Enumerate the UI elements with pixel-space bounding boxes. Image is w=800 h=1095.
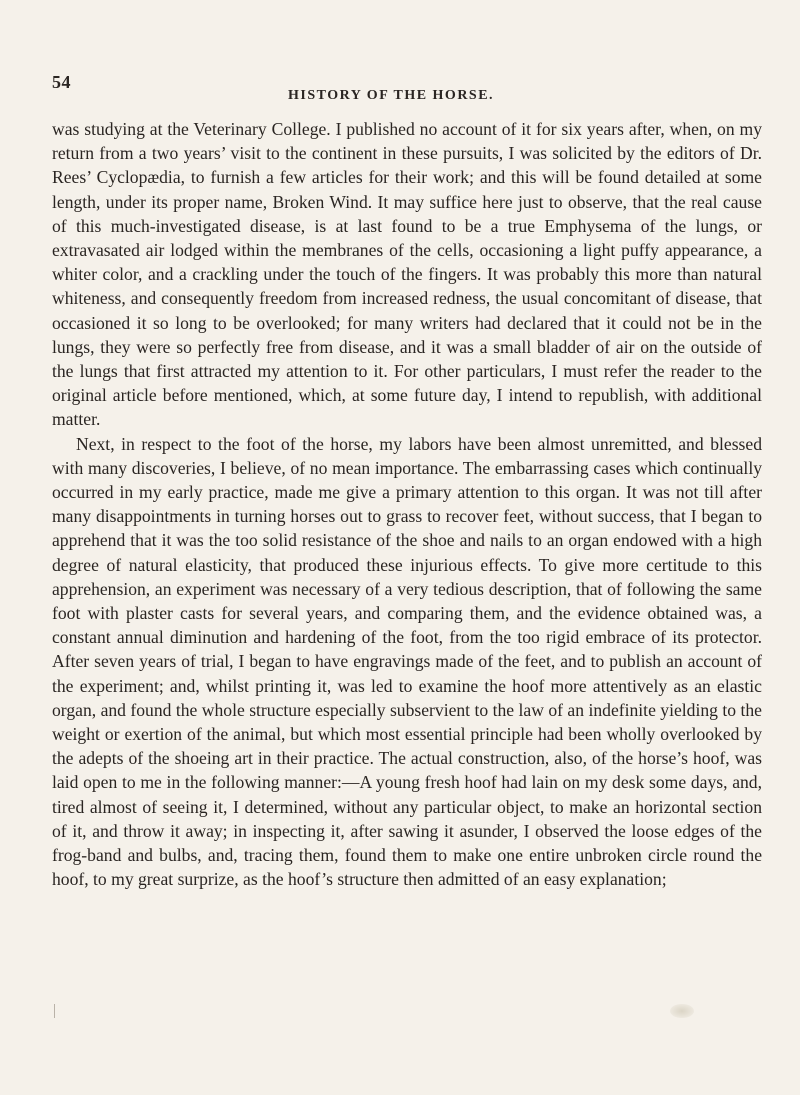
page-number: 54 — [52, 72, 71, 92]
page-stain — [670, 1004, 694, 1018]
paragraph-2: Next, in respect to the foot of the horse, my labors have been almost unremitted, and blessed with many discoveries, I believe, of no mean importance. The embarrassing cases which continually occurred in my early practice, made me give a primary attention to this organ. It was not till after many disappointments in turning horses out to grass to recover feet, without success, that I began to apprehend that it was the too solid resistance of the shoe and nails to an organ endowed with a high degree of natural elasticity, that produced these injurious effects. To give more certitude to this apprehension, an experiment was necessary of a very tedious description, that of following the same foot with plaster casts for several years, and comparing them, and the evidence obtained was, a constant annual diminution and hardening of the foot, from the too rigid embrace of its protector. After seven years of trial, I began to have engravings made of the feet, and to publish an account of the experiment; and, whilst printing it, was led to examine the hoof more attentively as an elastic organ, and found the whole structure especially subservient to the law of an indefinite yielding to the weight or exertion of the animal, but which most essential principle had been wholly overlooked by the adepts of the shoeing art in their practice. The actual construction, also, of the horse’s hoof, was laid open to me in the following manner:—A young fresh hoof had lain on my desk some days, and, tired almost of seeing it, I determined, without any particular object, to make an horizontal section of it, and throw it away; in inspecting it, after sawing it asunder, I observed the loose edges of the frog-band and bulbs, and, tracing them, found them to make one entire unbroken circle round the hoof, to my great surprize, as the hoof’s structure then admitted of an easy explanation; — [52, 433, 762, 890]
running-head: HISTORY OF THE HORSE. — [288, 88, 495, 103]
page-edge-mark — [54, 1004, 55, 1018]
body-text — [52, 117, 762, 892]
paragraph-1: was studying at the Veterinary College. I published no account of it for six years after, when, on my return from a two years’ visit to the continent in these pursuits, I was solicited by the editors of Dr. Rees’ Cyclopædia, to furnish a few articles for their work; and this will be found detailed at some length, under its proper name, Broken Wind. It may suffice here just to observe, that the real cause of this much-investigated disease, is at last found to be a true Emphysema of the lungs, or extravasated air lodged within the membranes of the cells, occasioning a light puffy appearance, a whiter color, and a crackling under the touch of the fingers. It was probably this more than natural whiteness, and consequently freedom from increased redness, the usual concomitant of disease, that occasioned it so long to be overlooked; for many writers had declared that it could not be in the lungs, they were so perfectly free from disease, and it was a small bladder of air on the outside of the lungs that first attracted my attention to it. For other particulars, I must refer the reader to the original article before mentioned, which, at some future day, I intend to republish, with additional matter. — [52, 119, 762, 430]
